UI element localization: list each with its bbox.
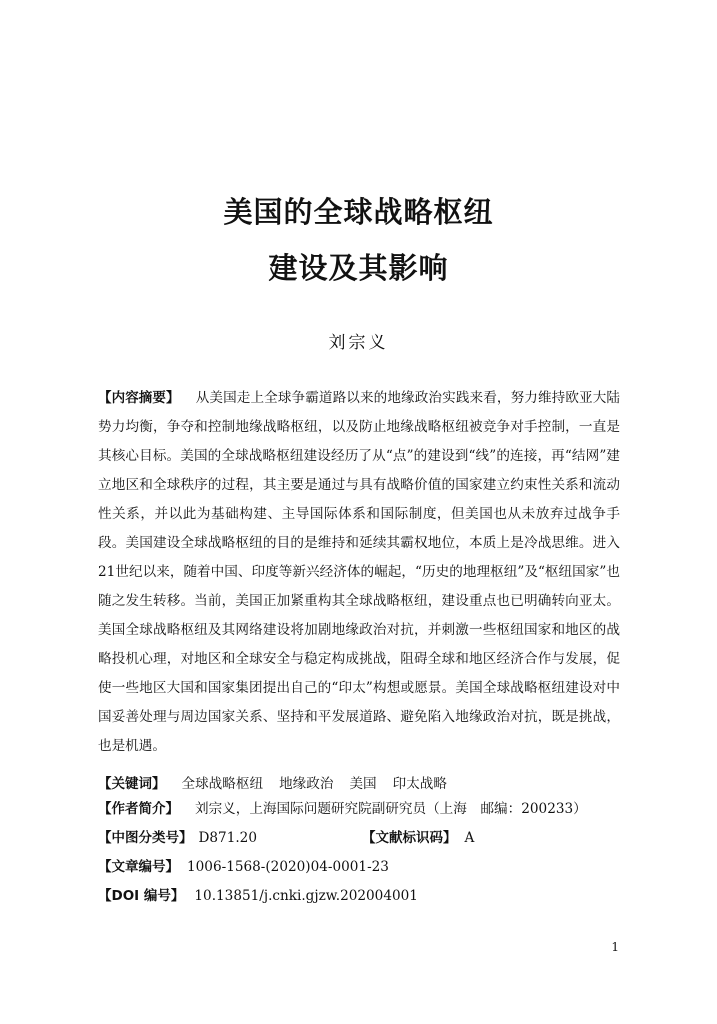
keyword-item: 印太战略 (392, 776, 447, 792)
clc-label: 【中图分类号】 (98, 830, 193, 846)
author-bio-label: 【作者简介】 (98, 801, 179, 817)
doc-code-row (362, 826, 474, 846)
article-no-row (98, 855, 389, 875)
keyword-item: 全球战略枢纽 (181, 776, 264, 792)
doi-label: 【DOI 编号】 (98, 888, 185, 904)
author-name: 刘宗义 (328, 333, 389, 353)
abstract (98, 384, 620, 761)
title-line-2: 建设及其影响 (268, 251, 449, 285)
keywords-label: 【关键词】 (98, 776, 166, 792)
classification-row (98, 826, 257, 846)
clc-value: D871.20 (198, 830, 257, 846)
doc-code-label: 【文献标识码】 (362, 830, 457, 846)
doc-code-value: A (464, 830, 475, 846)
doi-row (98, 884, 418, 904)
page-number: 1 (611, 940, 619, 954)
title-line-1: 美国的全球战略枢纽 (223, 195, 494, 229)
abstract-label: 【内容摘要】 (98, 390, 180, 406)
abstract-text: 从美国走上全球争霸道路以来的地缘政治实践来看，努力维持欧亚大陆势力均衡，争夺和控制地缘战略枢纽，以及防止地缘战略枢纽被竞争对手控制，一直是其核心目标。美国的全球战略枢纽建设经历了从“点”的建设到“线”的连接，再“结网”建立地区和全球秩序的过程，其主要是通过与具有战略价值的国家建立约束性关系和流动性关系，并以此为基础构建、主导国际体系和国际制度，但美国也从未放弃过战争手段。美国建设全球战略枢纽的目的是维持和延续其霸权地位，本质上是冷战思维。进入21世纪以来，随着中国、印度等新兴经济体的崛起，“历史的地理枢纽”及“枢纽国家”也随之发生转移。当前，美国正加紧重构其全球战略枢纽，建设重点也已明确转向亚太。美国全球战略枢纽及其网络建设将加剧地缘政治对抗，并刺激一些枢纽国家和地区的战略投机心理，对地区和全球安全与稳定构成挑战，阻碍全球和地区经济合作与发展，促使一些地区大国和国家集团提出自己的“印太”构想或愿景。美国全球战略枢纽建设对中国妥善处理与周边国家关系、坚持和平发展道路、避免陷入地缘政治对抗，既是挑战，也是机遇。 (98, 390, 621, 754)
article-no-value: 1006-1568-(2020)04-0001-23 (187, 859, 389, 875)
author-bio-row (98, 797, 587, 817)
article-no-label: 【文章编号】 (98, 859, 179, 875)
author-bio-text: 刘宗义，上海国际问题研究院副研究员（上海 邮编：200233） (195, 801, 587, 817)
doi-value: 10.13851/j.cnki.gjzw.202004001 (194, 888, 418, 904)
keyword-item: 美国 (349, 776, 377, 792)
keywords-row (98, 772, 447, 792)
keyword-item: 地缘政治 (279, 776, 334, 792)
